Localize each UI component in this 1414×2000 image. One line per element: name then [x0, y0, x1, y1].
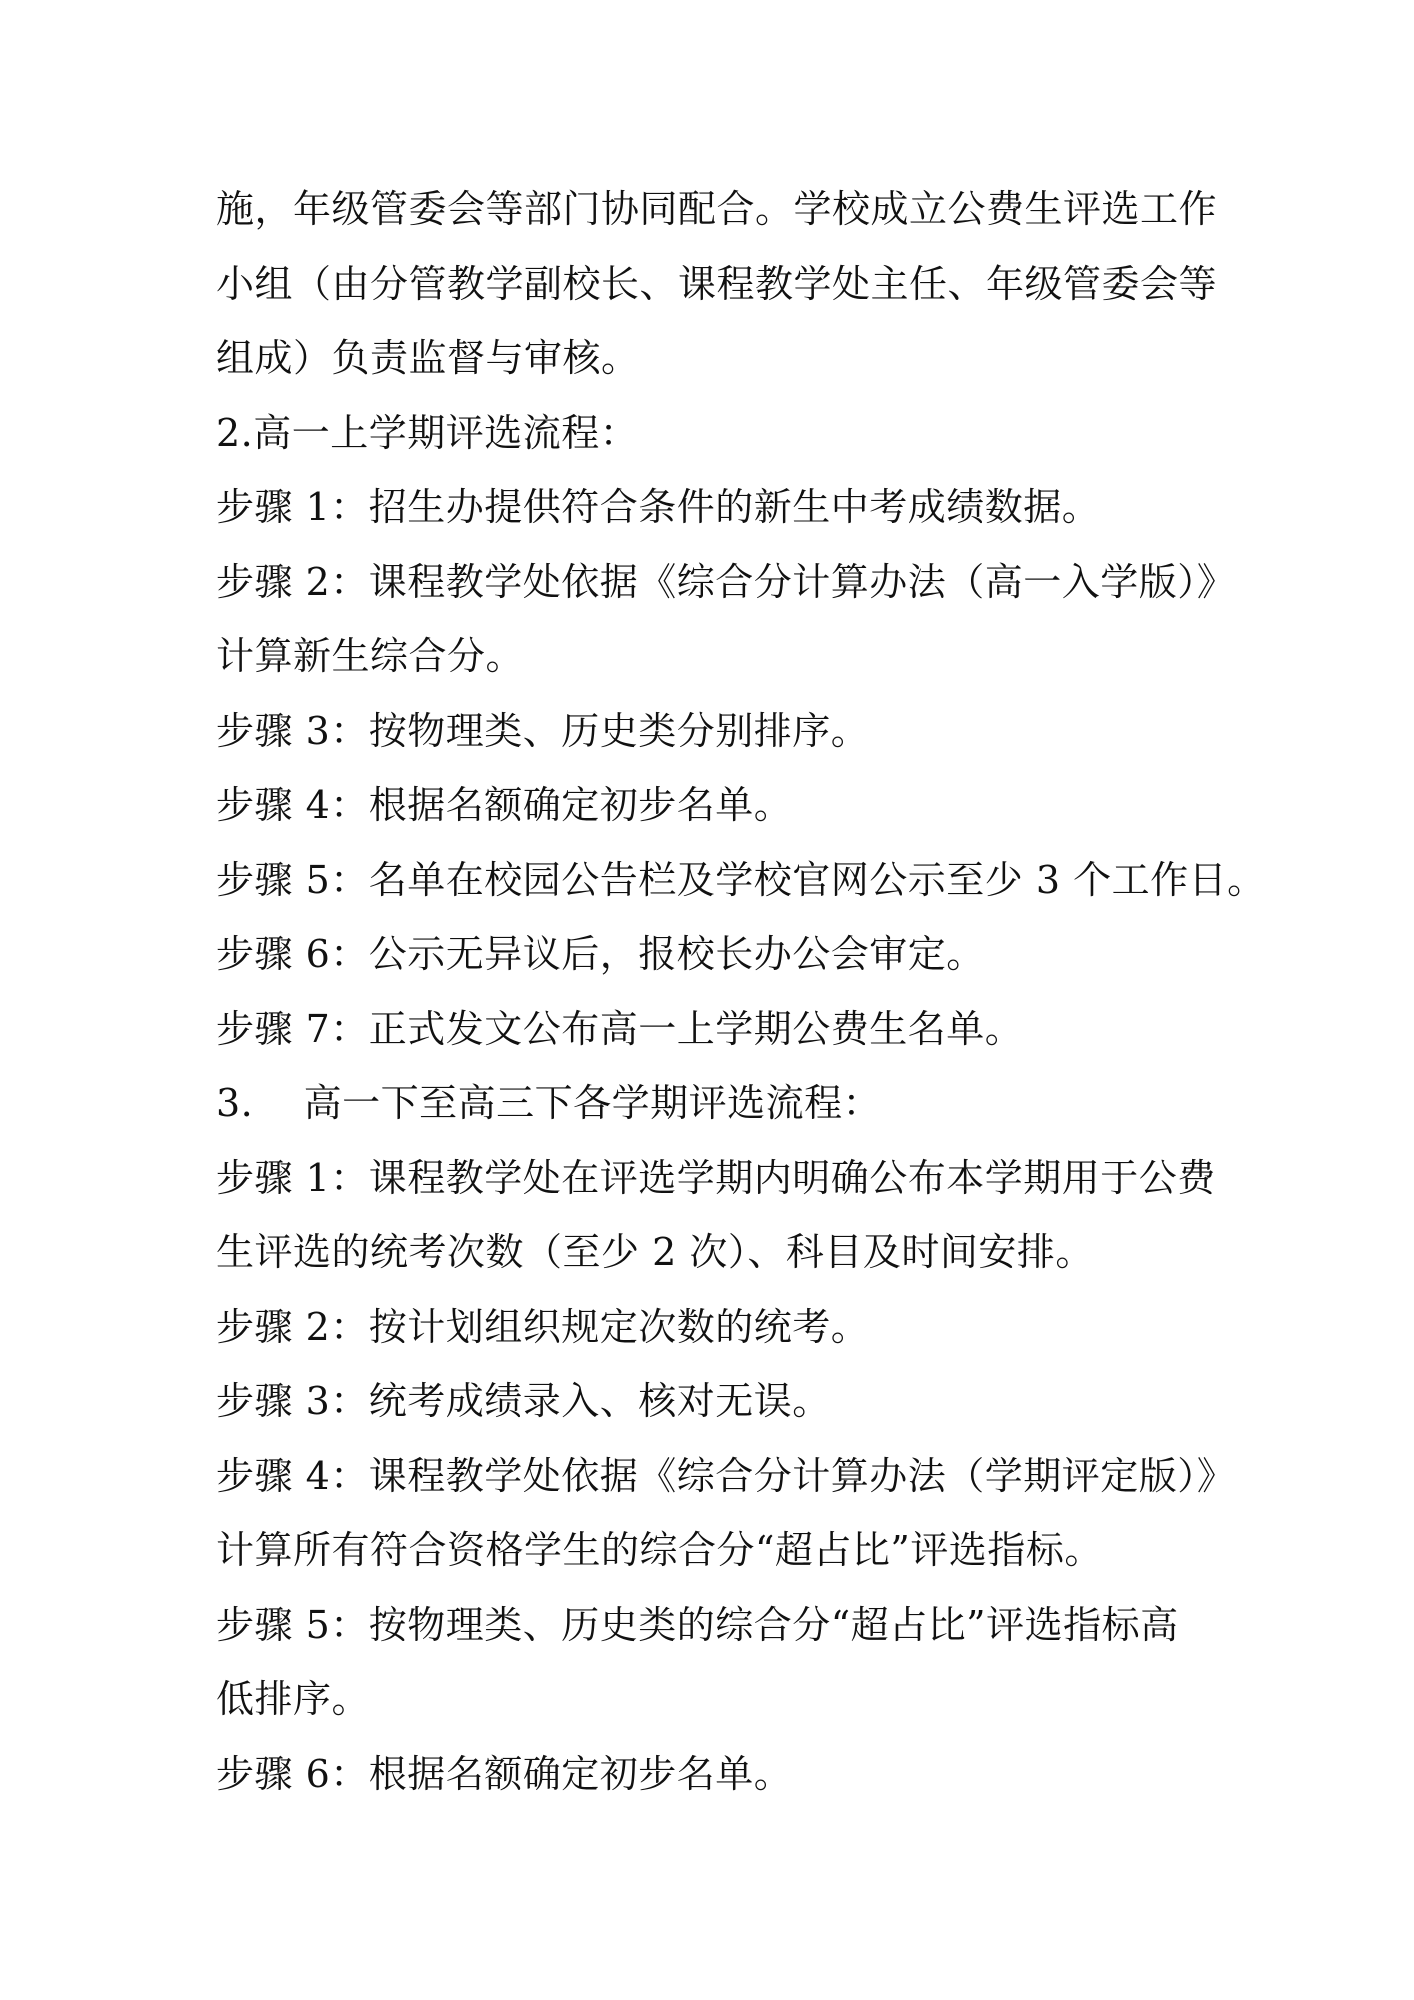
text-line: 施，年级管委会等部门协同配合。学校成立公费生评选工作 — [216, 187, 1218, 231]
text-line: 计算新生综合分。 — [216, 634, 525, 678]
step-line: 步骤 5：名单在校园公告栏及学校官网公示至少 3 个工作日。 — [216, 857, 1266, 902]
step-line: 步骤 6：根据名额确定初步名单。 — [216, 1751, 793, 1796]
text-line: 组成）负责监督与审核。 — [216, 336, 640, 380]
section-heading: 2.高一上学期评选流程： — [216, 410, 639, 455]
step-line: 步骤 7：正式发文公布高一上学期公费生名单。 — [216, 1006, 1024, 1051]
text-line: 生评选的统考次数（至少 2 次）、科目及时间安排。 — [216, 1230, 1094, 1274]
step-line: 步骤 2：课程教学处依据《综合分计算办法（高一入学版）》 — [216, 559, 1236, 604]
step-line: 步骤 2：按计划组织规定次数的统考。 — [216, 1304, 870, 1349]
step-line: 步骤 1：招生办提供符合条件的新生中考成绩数据。 — [216, 485, 1101, 529]
step-line: 步骤 4：课程教学处依据《综合分计算办法（学期评定版）》 — [216, 1453, 1236, 1498]
step-line: 步骤 4：根据名额确定初步名单。 — [216, 783, 793, 827]
section-heading: 3. 高一下至高三下各学期评选流程： — [216, 1081, 882, 1125]
step-line: 步骤 3：按物理类、历史类分别排序。 — [216, 708, 870, 753]
text-line: 小组（由分管教学副校长、课程教学处主任、年级管委会等 — [216, 261, 1218, 306]
step-line: 步骤 1：课程教学处在评选学期内明确公布本学期用于公费 — [216, 1155, 1216, 1200]
step-line: 步骤 3：统考成绩录入、核对无误。 — [216, 1379, 831, 1423]
document-body — [216, 172, 1266, 1811]
step-line: 步骤 6：公示无异议后，报校长办公会审定。 — [216, 932, 985, 976]
step-line: 步骤 5：按物理类、历史类的综合分“超占比”评选指标高 — [216, 1602, 1179, 1647]
text-line: 低排序。 — [216, 1677, 371, 1721]
text-line: 计算所有符合资格学生的综合分“超占比”评选指标。 — [216, 1528, 1103, 1572]
